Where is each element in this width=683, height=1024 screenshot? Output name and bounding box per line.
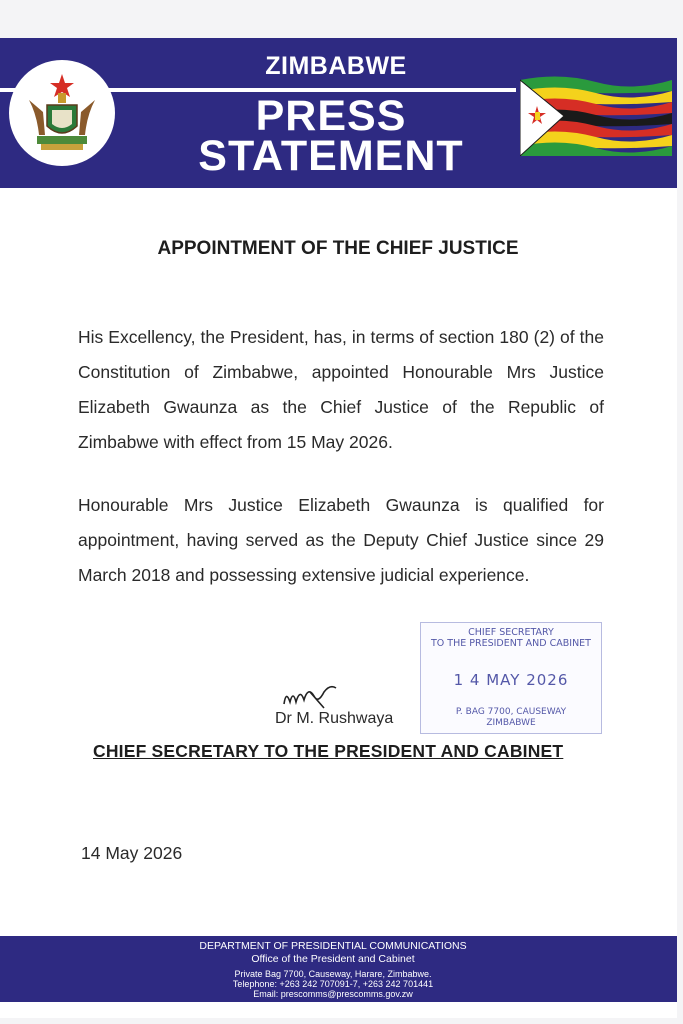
header-banner [0,38,677,188]
footer-address: Private Bag 7700, Causeway, Harare, Zimbabwe. [234,969,432,979]
statement-date: 14 May 2026 [81,843,183,863]
press-heading-line1: PRESS [255,92,407,140]
footer-email: Email: prescomms@prescomms.gov.zw [253,989,413,999]
footer-department: DEPARTMENT OF PRESIDENTIAL COMMUNICATIONS [199,940,467,952]
signatory-name: Dr M. Rushwaya [275,710,394,727]
signatory-title: CHIEF SECRETARY TO THE PRESIDENT AND CABINET [93,741,564,761]
footer-banner [0,936,677,1002]
stamp-line-1: CHIEF SECRETARY [468,627,554,638]
footer-office: Office of the President and Cabinet [251,953,415,965]
statement-title: APPOINTMENT OF THE CHIEF JUSTICE [157,238,519,259]
zimbabwe-flag-icon [520,76,672,156]
stamp-line-4: ZIMBABWE [486,718,536,728]
country-name: ZIMBABWE [265,52,407,80]
footer-telephone: Telephone: +263 242 707091-7, +263 242 701441 [232,979,434,989]
official-stamp [420,622,602,734]
statement-paragraph-2: Honourable Mrs Justice Elizabeth Gwaunza is qualified for appointment, having served as the Deputy Chief Justice since 29 March 2018 and possessing extensive judicial experience. [78,494,604,585]
press-heading-line2: STATEMENT [198,132,464,180]
stamp-line-3: P. BAG 7700, CAUSEWAY [455,707,567,717]
press-statement-page [0,38,677,1018]
handwritten-signature [280,678,350,710]
stamp-date: 1 4 MAY 2026 [453,671,569,689]
emblem-badge [9,60,115,166]
coat-of-arms-icon [9,60,115,166]
statement-paragraph-1: His Excellency, the President, has, in terms of section 180 (2) of the Constitution of Zimbabwe, appointed Honourable Mrs Justice Elizabeth Gwaunza as the Chief Justice of the Republic of Zimbabwe with effect from 15 May 2026. [78,326,604,452]
press-statement-heading [196,92,466,180]
stamp-line-2: TO THE PRESIDENT AND CABINET [431,638,591,649]
